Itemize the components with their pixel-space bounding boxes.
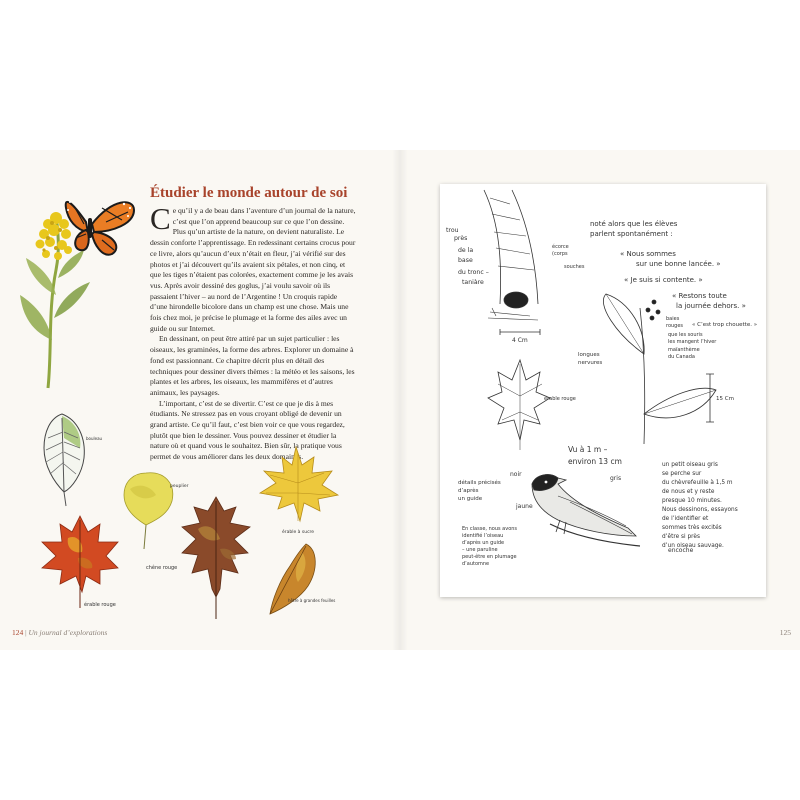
paragraph-1-text: e qu’il y a de beau dans l’aventure d’un journal de la nature, c’est que l’on apprend beaucoup sur ce que l’on dessine. Plus qu’un artiste de la nature, on devient naturaliste. Le dessin conforte l’apprentissage. En redessinant certains crocus pour ce livre, alors qu’aucun d’eux n’était en fleur, j’ai vérifié sur des photos et j’ai découvert qu’ils avaient six pétales, et non cinq, et que les tiges n’étaient pas colorées, exactement comme je les avais vus. Après avoir dessiné des goglus, j’ai voulu savoir où ils passaient l’hiver – au nord de l’Argentine ! Un croquis rapide d’une hirondelle bicolore dans un champ est une chose. Mais une fois chez moi, je précise le plumage et la forme des ailes avec un guide ou sur Internet. [150,206,356,333]
bird-story-9: d’être si près [662,534,701,540]
birch-leaf-sketch [36,408,110,508]
journal-sketch-drawing [440,184,766,597]
hole-label-6: taniàre [462,279,484,286]
measure-4cm: 4 Cm [512,337,528,344]
svg-text:Vu à 1 m – environ 1 [568,445,622,466]
bird-story-10: d’un oiseau sauvage. [662,543,724,549]
body-text [150,201,356,463]
bark-note-1: écorce [552,244,569,250]
maple-leaf-label: érable rouge [544,396,576,402]
svg-text:longues nervures [578,352,602,366]
bird-story-7: de l’identifier et [662,516,709,522]
nervures-2: nervures [578,360,603,366]
left-page [0,150,400,650]
bark-note-3: souches [564,264,585,270]
berries-note-3: que les souris [668,332,703,338]
quote-1-line-2: sur une bonne lancée. » [636,260,721,268]
bird-dos-1: détails précisés [458,480,501,486]
maianthemum-sketch [603,294,716,444]
page-heading: Étudier le monde autour de soi [150,185,348,201]
bird-story-2: se perche sur [662,471,702,477]
svg-text:un petit oiseau gris [662,462,740,549]
sugar-maple-leaf-illustration [254,443,344,538]
bird-gris: gris [610,475,622,482]
bird-story-4: de nous et y reste [662,489,715,495]
svg-text:En classe, nous avons [462,526,519,567]
bird-story-1: un petit oiseau gris [662,462,718,468]
hole-label-1: trou [446,227,459,234]
bird-title-1: Vu à 1 m – [568,445,608,454]
bird-story-6: Nous dessinons, essayons [662,507,738,513]
red-oak-leaf-illustration [146,493,256,623]
paragraph-2: En dessinant, on peut être attiré par un sujet particulier : les oiseaux, les graminées, la forme des arbres. Explorer un domaine à fond est passionnant. Ce chapitre décrit plus en détail des techniques pour dessiner divers thèmes : la météo et les saisons, les plantes et les arbres, les oiseaux, les mammifères et d’autres animaux, les paysages. [150,334,355,397]
bird-jaune: jaune [516,503,533,510]
berries-note-5: maïanthème [668,347,700,353]
svg-text:trou près [446,227,491,286]
hole-label-4: base [458,257,473,264]
red-maple-label: érable rouge [84,602,116,608]
red-oak-label: chêne rouge [146,565,178,571]
bird-encoche: encoche [668,547,694,554]
bird-noir: noir [510,471,522,478]
bird-title-2: environ 13 cm [568,457,622,466]
quote-4: « C’est trop chouette. » [692,322,758,328]
bird-story-3: du chèvrefeuille à 1,5 m [662,480,733,486]
bird-id-2: identifié l’oiseau [462,533,504,539]
poplar-label: peuplier [170,484,189,489]
bird-story-5: presque 10 minutes. [662,498,722,504]
hole-label-3: de la [458,247,474,254]
folio-left [12,628,107,637]
bird-id-1: En classe, nous avons [462,526,518,532]
bird-id-4: – une paruline [462,547,498,553]
sugar-maple-label: érable à sucre [282,530,315,535]
svg-text:détails précisés d’a [458,479,503,502]
red-maple-leaf-illustration [38,512,122,612]
paragraph-3: L’important, c’est de se divertir. C’est ce que je dis à mes étudiants. Ne stressez pas en vous croyant obligé de devenir un grand artiste. Ce qu’il faut, c’est bien voir ce que vous regardez, plutôt que bien le dessiner. Vous pouvez dessiner et étudier la nature où et quand vous le souhaitez. Bien sûr, la pratique vous permet de vous améliorer dans les deux domaines. [150,398,345,462]
quote-3-line-1: « Restons toute [672,292,727,300]
running-title: Un journal d’explorations [28,628,108,637]
beech-label: hêtre à grandes feuilles [288,598,336,603]
nervures-1: longues [578,352,600,358]
intro-note-1: noté alors que les élèves [590,220,678,228]
svg-text:noté alors que les élèves [590,220,746,310]
paragraph-1 [150,201,356,334]
bark-note-2: (corps [552,251,568,257]
bird-id-5: peut-être en plumage [462,554,517,560]
birch-label: bouleau [86,436,103,441]
maple-leaf-sketch [488,360,550,450]
quote-2: « Je suis si contente. » [624,276,703,284]
right-page [400,150,800,650]
measure-15cm: 15 Cm [716,396,734,402]
warbler-bird-sketch [532,475,640,546]
bird-id-6: d’automne [462,561,490,567]
drop-cap: C [150,201,171,236]
bird-story-8: sommes très excités [662,525,722,531]
intro-note-2: parlent spontanément : [590,230,673,238]
hole-label-5: du tronc – [458,269,489,276]
berries-note-1: baies [666,316,680,322]
svg-text:écorce (corps [552,243,585,270]
hole-label-2: près [454,235,468,242]
quote-3-line-2: la journée dehors. » [676,302,746,310]
folio-separator: | [23,628,29,637]
berries-note-2: rouges [666,323,684,329]
book-spread [0,150,800,650]
journal-sketch-page [440,184,766,597]
berries-note-4: les mangent l’hiver [668,339,717,345]
bird-dos-3: un guide [458,496,483,502]
bird-id-3: d’après un guide [462,540,505,546]
page-number-left: 124 [12,628,24,637]
bird-dos-2: d’après [458,488,479,494]
tree-trunk-sketch [484,190,540,335]
beech-leaf-illustration [262,540,342,620]
page-number-right: 125 [779,628,791,637]
butterfly-goldenrod-illustration [18,190,140,390]
quote-1-line-1: « Nous sommes [620,250,676,258]
berries-note-6: du Canada [668,354,695,360]
